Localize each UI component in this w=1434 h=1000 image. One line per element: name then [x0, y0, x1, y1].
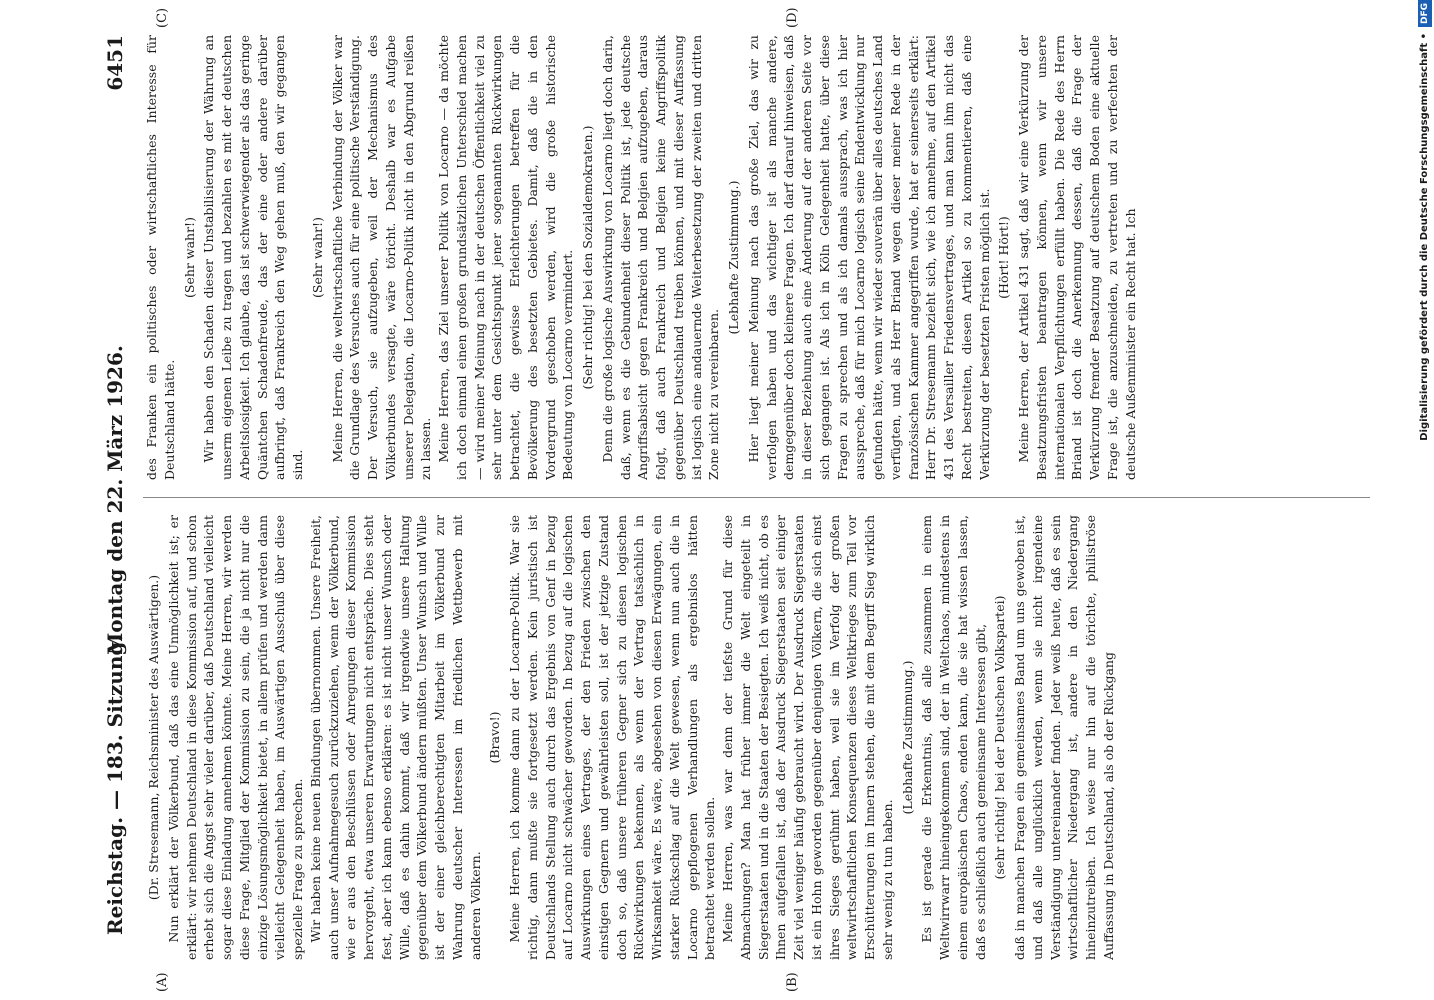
margin-marker-c: (C)	[155, 7, 170, 28]
newspaper-page	[85, 0, 1385, 1000]
margin-marker-d: (D)	[785, 7, 800, 28]
interjection: (Dr. Stresemann, Reichsminister des Auswärtigen.)	[146, 574, 161, 901]
paragraph: Meine Herren, ich komme dann zu der Locarno-Politik. War sie richtig, dann mußte sie fortgesetzt werden. Kein juristisch ist Deutschlands Stellung auch durch das Ergebnis von Genf in bezug auf Locarno nicht schwächer geworden. In bezug auf die logischen Auswirkungen eines Vertrages, der den Frieden zwischen den einstigen Gegnern und gewährleisten soll, ist der jetzige Zustand doch so, daß unsere früheren Gegner sich zu diesen logischen Rückwirkungen bekennen, als wenn der Vertrag tatsächlich in Wirksamkeit wäre. Es wäre, abgesehen von diesen Erwägungen, ein starker Rückschlag auf die Welt gewesen, wenn nun auch die in Locarno gepflogenen Verhandlungen als ergebnislos hätten betrachtet werden sollen.	[507, 515, 718, 960]
header-date: Montag den 22. März 1926.	[103, 345, 127, 655]
interjection: (Hört! Hört!)	[996, 216, 1012, 299]
paragraph: Meine Herren, das Ziel unserer Politik von Locarno — da möchte ich doch einmal einen großen grundsätzlichen Unterschied machen — wird meiner Meinung nach in der deutschen Öffentlichkeit viel zu sehr unter dem Gesichtspunkt jener sogenannten Rückwirkungen betrachtet, die gewisse Erleichterungen betreffen für die Bevölkerung des besetzten Gebietes. Damit, daß die in den Vordergrund geschoben werden, wird die große historische Bedeutung von Locarno vermindert.	[436, 35, 576, 480]
text-column-left	[143, 515, 1370, 960]
interjection: (Sehr wahr!)	[309, 217, 325, 298]
digitization-credit	[1416, 0, 1434, 1000]
interjection: (Bravo!)	[487, 711, 503, 764]
paragraph: Nun erklärt der Völkerbund, daß das eine Unmöglichkeit ist; er erklärt: wir nehmen Deutschland in diese Kommission auf, und schon erhebt sich die Angst sehr vieler darüber, daß Deutschland vielleicht sogar diese Einladung annehmen könnte. Meine Herren, wir werden diese Frage, Mitglied der Kommission zu sein, die ja nicht nur die einzige Lösungsmöglichkeit bietet, in allem prüfen und werden dann vielleicht Gelegenheit haben, im Auswärtigen Ausschuß über diese spezielle Frage zu sprechen.	[165, 515, 305, 960]
paragraph: daß in manchen Fragen ein gemeinsames Band um uns gewoben ist, und daß alle unglücklich werden, wenn sie nicht irgendeine Verständigung untereinander finden. Jeder weiß heute, daß es sein wirtschaftlicher Niedergang ist, andere in den Niedergang hineinzutreiben. Ich weise nur hin auf die törichte, philiströse Auffassung in Deutschland, als ob der Rückgang	[1012, 515, 1116, 960]
dfg-logo: DFG	[1418, 0, 1432, 27]
paragraph: Wir haben keine neuen Bindungen übernommen. Unsere Freiheit, auch unser Aufnahmegesuch zurückzuziehen, wenn der Völkerbund, wie er aus den Beschlüssen oder Anregungen dieser Kommission hervorgeht, etwa unseren Erwartungen nicht entspräche. Dies steht fest, aber ich kann ebenso erklären: es ist nicht unser Wunsch oder Wille, daß es dahin kommt, daß wir irgendwie unsere Haltung gegenüber dem Völkerbund ändern müßten. Unser Wunsch und Wille ist der einer gleichberechtigten Mitarbeit im Völkerbund zur Wahrung deutscher Interessen im friedlichen Wettbewerb mit anderen Völkern.	[307, 515, 483, 960]
paragraph: Wir haben den Schaden dieser Unstabilisierung der Währung an unserm eigenen Leibe zu tragen und bezahlen es mit der deutschen Arbeitslosigkeit. Ich glaube, das ist schwerwiegender als das geringe Quäntchen Schadenfreude, das der eine oder andere darüber aufbringt, daß Frankreich den Weg gehen muß, den wir gegangen sind.	[201, 35, 305, 480]
header-session: Reichstag. — 183. Sitzung.	[103, 634, 127, 935]
credit-text: Digitalisierung gefördert durch die Deutsche Forschungsgemeinschaft •	[1419, 33, 1430, 441]
text-column-right	[143, 35, 1370, 480]
interjection: (Lebhafte Zustimmung.)	[726, 180, 741, 335]
page-header	[103, 25, 133, 975]
paragraph: Meine Herren, die weltwirtschaftliche Verbindung der Völker war die Grundlage des Versuches auch für eine politische Verständigung. Der Versuch, sie aufzugeben, weil der Mechanismus des Völkerbundes versagte, wäre töricht. Deshalb war es Aufgabe unserer Delegation, die Locarno-Politik nicht in den Abgrund reißen zu lassen.	[329, 35, 434, 480]
margin-marker-a: (A)	[155, 972, 170, 992]
interjection: (sehr richtig! bei der Deutschen Volkspartei)	[992, 595, 1008, 880]
paragraph: Meine Herren, der Artikel 431 sagt, daß wir eine Verkürzung der Besatzungsfristen beantragen können, wenn wir unsere internationalen Verpflichtungen erfüllt haben. Die Rede des Herrn Briand ist doch die Anerkennung dessen, daß die Frage der Verkürzung fremder Besatzung auf deutschem Boden eine aktuelle Frage ist, die anzuschneiden, zu vertreten und zu verfechten der deutsche Außenminister ein Recht hat. Ich	[1016, 35, 1138, 480]
paragraph: Denn die große logische Auswirkung von Locarno liegt doch darin, daß, wenn es die Gebundenheit dieser Politik ist, jede deutsche Angriffsabsicht gegen Frankreich und Belgien aufzugeben, daraus folgt, daß auch Frankreich und Belgien keine Angriffspolitik gegenüber Deutschland treiben können, und mit dieser Auffassung ist logisch eine andauernde Weiterbesetzung der zweiten und dritten Zone nicht zu vereinbaren.	[599, 35, 722, 480]
header-page-number: 6451	[103, 35, 127, 91]
interjection: (Lebhafte Zustimmung.)	[899, 660, 915, 815]
paragraph: des Franken ein politisches oder wirtschaftliches Interesse für Deutschland hätte.	[144, 35, 177, 480]
margin-marker-b: (B)	[785, 972, 800, 992]
paragraph: Es ist gerade die Erkenntnis, daß alle zusammen in einem Weltwirrwarr hineingekommen sind, der in Weltchaos, mindestens in einem europäischen Chaos, enden kann, die sie hat wissen lassen, daß es schließlich auch gemeinsame Interessen gibt,	[919, 515, 988, 960]
interjection: (Sehr wahr!)	[181, 217, 197, 298]
column-divider	[143, 497, 1370, 498]
paragraph: Meine Herren, was war denn der tiefste Grund für diese Abmachungen? Man hat früher immer die Welt eingeteilt in Siegerstaaten und in die Staaten der Besiegten. Ich weiß nicht, ob es Ihnen aufgefallen ist, daß der Ausdruck Siegerstaaten seit einiger Zeit viel weniger häufig gebraucht wird. Der Ausdruck Siegerstaaten ist ein Hohn geworden gegenüber denjenigen Völkern, die sich einst ihres Sieges gerühmt haben, weil sie im Verfolg der großen weltwirtschaftlichen Konsequenzen dieses Weltkrieges zum Teil vor Erschütterungen im Innern stehen, die mit dem Begriff Sieg wirklich sehr wenig zu tun haben.	[720, 515, 895, 960]
paragraph: Hier liegt meiner Meinung nach das große Ziel, das wir zu verfolgen haben und das wichtiger ist als manche andere, demgegenüber doch kleinere Fragen. Ich darf darauf hinweisen, daß in dieser Beziehung auch eine Änderung auf der anderen Seite vor sich gegangen ist. Als ich in Köln Gelegenheit hatte, über diese Fragen zu sprechen und als ich damals aussprach, was ich hier ausspreche, daß für mich Locarno logisch seine Endentwicklung nur gefunden hätte, wenn wir wieder souverän über alles deutsches Land verfügten, und als Herr Briand wegen dieser meiner Rede in der französischen Kammer angegriffen wurde, hat er seinerseits erklärt: Herr Dr. Stresemann bezieht sich, wie ich annehme, auf den Artikel 431 des Versailler Friedensvertrages, und man kann ihm nicht das Recht bestreiten, diesen Artikel so zu kommentieren, daß eine Verkürzung der besetzten Fristen möglich ist.	[745, 35, 992, 480]
interjection: (Sehr richtig! bei den Sozialdemokraten.)	[580, 125, 595, 390]
